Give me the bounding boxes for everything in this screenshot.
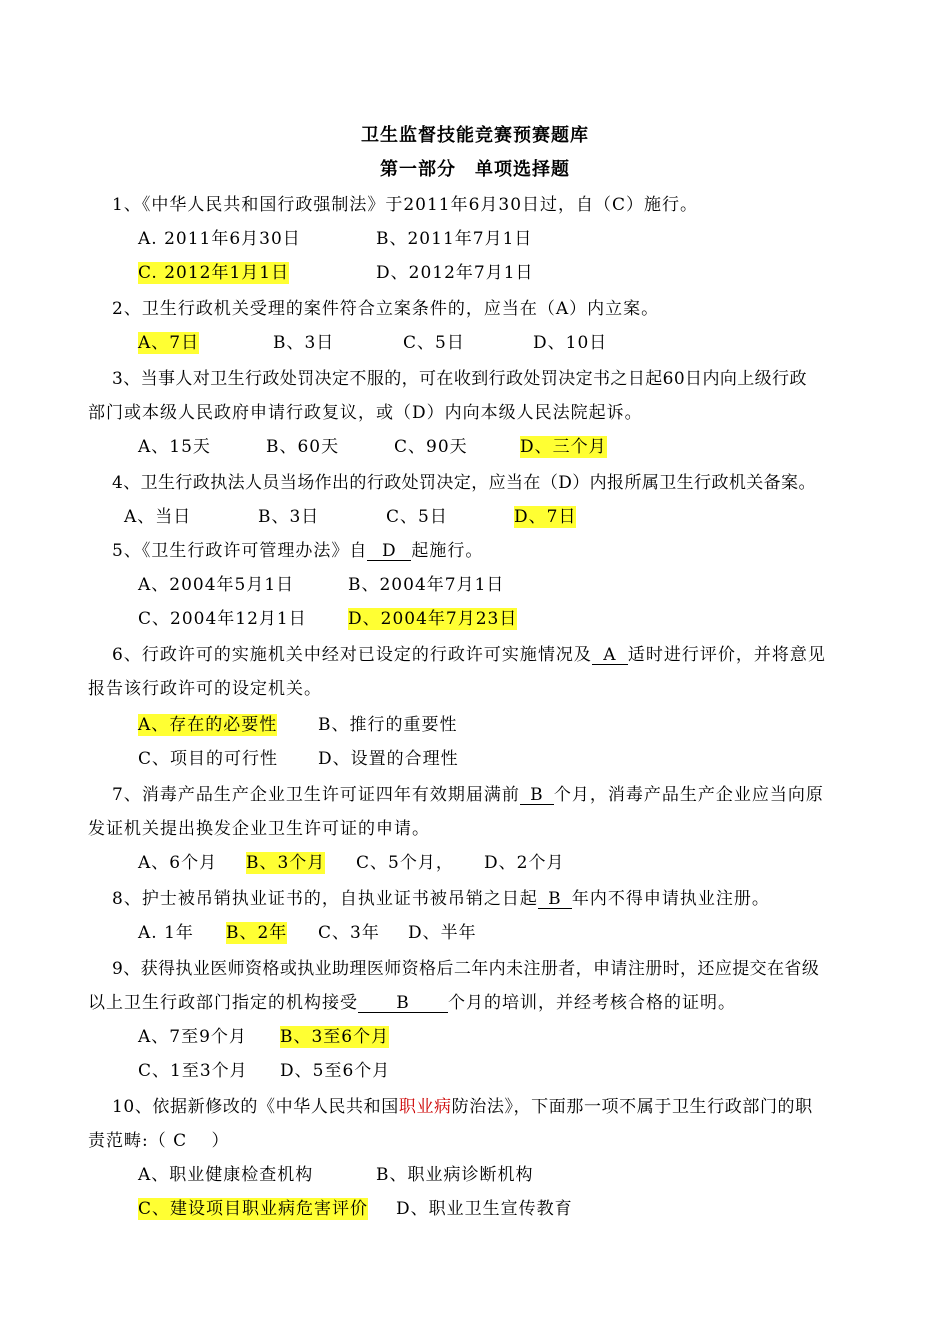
option-b: B、职业病诊断机构: [376, 1165, 534, 1185]
option-a: A、6个月: [138, 853, 218, 873]
option-d: D、10日: [533, 333, 608, 353]
question-9-post: 个月的培训，并经考核合格的证明。: [448, 993, 736, 1013]
question-5-text: [112, 540, 483, 562]
question-6-post: 适时进行评价，并将意见: [627, 645, 826, 665]
option-d: D、2012年7月1日: [376, 263, 534, 283]
option-b: B、3日: [258, 507, 320, 527]
option-c-answer: C. 2012年1月1日: [138, 263, 290, 283]
option-a-answer: A、7日: [138, 333, 200, 353]
option-b: B、60天: [266, 437, 340, 457]
option-c: C、5日: [403, 333, 465, 353]
option-c: C、3年: [318, 923, 380, 943]
option-c: C、2004年12月1日: [138, 609, 307, 629]
question-8-answer-blank: B: [538, 890, 572, 909]
option-a: A、当日: [124, 507, 192, 527]
option-a: A、2004年5月1日: [138, 575, 295, 595]
question-8-pre: 8、护士被吊销执业证书的，自执业证书被吊销之日起: [112, 889, 538, 909]
question-3-text: 3、当事人对卫生行政处罚决定不服的，可在收到行政处罚决定书之日起60日内向上级行政: [112, 369, 807, 389]
question-7-post: 个月，消毒产品生产企业应当向原: [553, 785, 824, 805]
option-d: D、职业卫生宣传教育: [396, 1199, 573, 1219]
option-a: A、7至9个月: [138, 1027, 247, 1047]
option-c: C、1至3个月: [138, 1061, 248, 1081]
question-4-text: 4、卫生行政执法人员当场作出的行政处罚决定，应当在（D）内报所属卫生行政机关备案。: [112, 473, 816, 493]
question-7-text: [112, 784, 824, 806]
option-d: D、设置的合理性: [318, 749, 459, 769]
option-a: A、15天: [138, 437, 211, 457]
question-7-pre: 7、消毒产品生产企业卫生许可证四年有效期届满前: [112, 785, 520, 805]
question-7-answer-blank: B: [520, 786, 554, 805]
option-b: B、2004年7月1日: [348, 575, 505, 595]
option-d-answer: D、2004年7月23日: [348, 609, 518, 629]
question-9-text: 9、获得执业医师资格或执业助理医师资格后二年内未注册者，申请注册时，还应提交在省级: [112, 959, 820, 979]
document-title: 卫生监督技能竞赛预赛题库: [361, 125, 589, 146]
option-b: B、推行的重要性: [318, 715, 458, 735]
option-d-answer: D、7日: [514, 507, 577, 527]
question-10-red-term: 职业病: [398, 1097, 452, 1117]
question-10-pre: 10、依据新修改的《中华人民共和国: [112, 1097, 399, 1117]
option-a-answer: A、存在的必要性: [138, 715, 278, 735]
question-5-post: 起施行。: [411, 541, 484, 561]
question-8-post: 年内不得申请执业注册。: [571, 889, 770, 909]
option-a: A. 1年: [138, 923, 194, 943]
question-10-post: 防治法》，下面那一项不属于卫生行政部门的职: [451, 1097, 813, 1117]
option-b-answer: B、3个月: [246, 853, 326, 873]
question-6-text: [112, 644, 826, 666]
option-b: B、3日: [273, 333, 335, 353]
option-b-answer: B、2年: [226, 923, 288, 943]
question-7-text-2: 发证机关提出换发企业卫生许可证的申请。: [88, 819, 430, 839]
question-8-text: [112, 888, 770, 910]
question-2-text: 2、卫生行政机关受理的案件符合立案条件的，应当在（A）内立案。: [112, 299, 660, 319]
question-5-pre: 5、《卫生行政许可管理办法》自: [112, 541, 368, 561]
question-10-text-2: 责范畴:（ C ）: [88, 1131, 230, 1151]
option-c-answer: C、建设项目职业病危害评价: [138, 1199, 369, 1219]
question-5-answer-blank: D: [367, 542, 411, 561]
option-d: D、5至6个月: [280, 1061, 391, 1081]
option-d: D、2个月: [484, 853, 565, 873]
option-c: C、5个月，: [356, 853, 454, 873]
question-3-text-2: 部门或本级人民政府申请行政复议，或（D）内向本级人民法院起诉。: [88, 403, 643, 423]
option-a: A. 2011年6月30日: [138, 229, 301, 249]
option-b-answer: B、3至6个月: [280, 1027, 390, 1047]
question-10-text: [112, 1096, 813, 1118]
option-d: D、半年: [408, 923, 477, 943]
question-1-text: 1、《中华人民共和国行政强制法》于2011年6月30日过，自（C）施行。: [112, 195, 699, 215]
option-c: C、项目的可行性: [138, 749, 279, 769]
question-6-text-2: 报告该行政许可的设定机关。: [88, 679, 322, 699]
question-6-answer-blank: A: [592, 646, 628, 665]
option-b: B、2011年7月1日: [376, 229, 533, 249]
question-9-text-2: [88, 992, 736, 1014]
option-a: A、职业健康检查机构: [138, 1165, 314, 1185]
question-6-pre: 6、行政许可的实施机关中经对已设定的行政许可实施情况及: [112, 645, 592, 665]
option-c: C、90天: [394, 437, 468, 457]
option-c: C、5日: [386, 507, 448, 527]
option-d-answer: D、三个月: [520, 437, 607, 457]
question-9-answer-blank: B: [358, 994, 448, 1013]
question-9-pre: 以上卫生行政部门指定的机构接受: [88, 993, 358, 1013]
section-title: 第一部分 单项选择题: [380, 159, 570, 180]
